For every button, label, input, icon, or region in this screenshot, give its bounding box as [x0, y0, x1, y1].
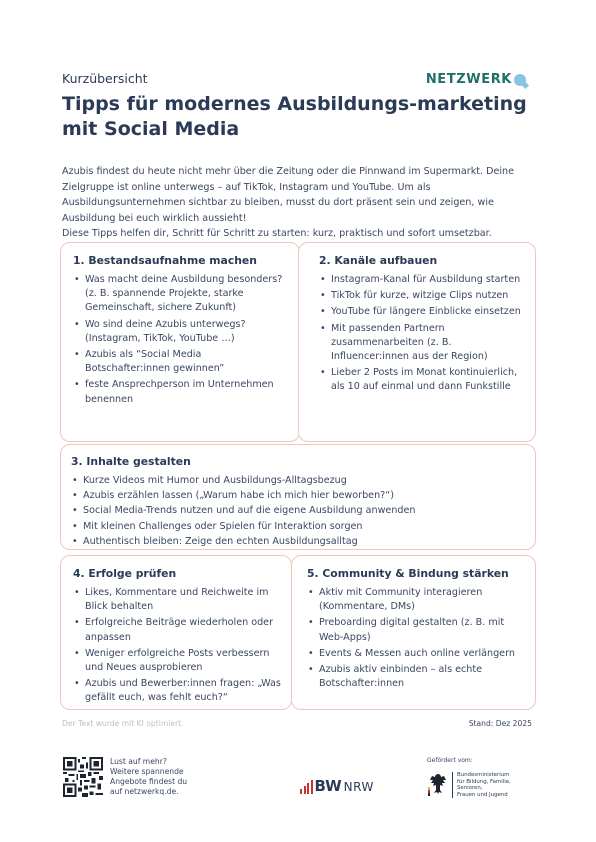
list-item: • YouTube für längere Einblicke einsetzen: [319, 305, 525, 319]
list-item: • Azubis aktiv einbinden – als echte Botschafter:innen: [307, 663, 525, 691]
bullet-list: [73, 273, 289, 407]
bullet-list: [73, 586, 281, 706]
ai-note: Der Text wurde mit KI optimiert.: [62, 719, 184, 728]
bullet-list: [307, 586, 525, 691]
bullet-list: [71, 474, 525, 549]
list-item: • Aktiv mit Community interagieren (Kommentare, DMs): [307, 586, 525, 614]
ministry-line: Frauen und Jugend: [457, 791, 508, 798]
card-title: 2. Kanäle aufbauen: [319, 254, 438, 267]
intro-text: [62, 164, 536, 242]
list-item: • Weniger erfolgreiche Posts verbessern und Neues ausprobieren: [73, 647, 281, 675]
card-title: 5. Community & Bindung stärken: [307, 567, 509, 580]
qr-code-icon[interactable]: [63, 757, 103, 797]
list-item: • Azubis und Bewerber:innen fragen: „Was gefällt euch, was fehlt euch?“: [73, 677, 281, 705]
logo-text: NETZWERK: [425, 72, 512, 87]
funder-label: Gefördert vom:: [427, 757, 473, 764]
netzwerk-logo: [426, 72, 526, 87]
bw-nrw-logo: [300, 779, 374, 794]
card-title: 3. Inhalte gestalten: [71, 455, 191, 468]
promo-text: [110, 757, 210, 797]
card-kanaele: [298, 242, 536, 442]
stand-date: Stand: Dez 2025: [468, 719, 532, 728]
list-item: • Kurze Videos mit Humor und Ausbildungs-Alltagsbezug: [71, 474, 525, 488]
intro-paragraph: Diese Tipps helfen dir, Schritt für Schritt zu starten: kurz, praktisch und sofort umsetzbar.: [62, 228, 492, 239]
card-inhalte: [60, 444, 536, 550]
list-item: • Mit passenden Partnern zusammenarbeiten (z. B. Influencer:innen aus der Region): [319, 322, 525, 365]
kicker: Kurzübersicht: [62, 71, 148, 86]
list-item: • Azubis als “Social Media Botschafter:innen gewinnen”: [73, 348, 289, 376]
intro-paragraph: Azubis findest du heute nicht mehr über die Zeitung oder die Pinnwand im Supermarkt. Deine Zielgruppe ist online unterwegs – auf TikTok, Instagram und YouTube. Um als Ausbildungsunternehmen sichtbar zu bleiben, musst du dort präsent sein und zeigen, wie Ausbildung bei euch wirklich aussieht!: [62, 166, 515, 224]
list-item: • Azubis erzählen lassen („Warum habe ich mich hier beworben?“): [71, 489, 525, 503]
list-item: • Was macht deine Ausbildung besonders? (z. B. spannende Projekte, starke Gemeinschaft, sichere Zukunft): [73, 273, 289, 316]
list-item: • feste Ansprechperson im Unternehmen benennen: [73, 378, 289, 406]
list-item: • Wo sind deine Azubis unterwegs? (Instagram, TikTok, YouTube …): [73, 318, 289, 346]
speech-bubble-icon: [514, 74, 526, 86]
list-item: • Instagram-Kanal für Ausbildung starten: [319, 273, 525, 287]
bw-logo-bold: BW: [314, 777, 342, 795]
card-title: 1. Bestandsaufnahme machen: [73, 254, 257, 267]
bar-chart-icon: [300, 780, 313, 794]
ministry-line: Bundesministerium: [457, 772, 510, 778]
bullet-list: [319, 273, 525, 395]
list-item: • Authentisch bleiben: Zeige den echten Ausbildungsalltag: [71, 535, 525, 549]
promo-line: Weitere spannende: [110, 767, 184, 776]
promo-link[interactable]: auf netzwerkq.de.: [110, 787, 179, 796]
card-community: [291, 555, 536, 710]
ministry-name: [452, 772, 537, 798]
page-title: Tipps für modernes Ausbildungs-marketing mit Social Media: [62, 93, 527, 140]
card-title: 4. Erfolge prüfen: [73, 567, 177, 580]
card-erfolge: [60, 555, 292, 710]
list-item: • Events & Messen auch online verlängern: [307, 647, 525, 661]
list-item: • Social Media-Trends nutzen und auf die eigene Ausbildung anwenden: [71, 504, 525, 518]
list-item: • Preboarding digital gestalten (z. B. mit Web-Apps): [307, 616, 525, 644]
federal-eagle-icon: [428, 772, 448, 796]
promo-line: Angebote findest du: [110, 777, 188, 786]
list-item: • TikTok für kurze, witzige Clips nutzen: [319, 289, 525, 303]
list-item: • Lieber 2 Posts im Monat kontinuierlich, als 10 auf einmal und dann Funkstille: [319, 366, 525, 394]
promo-line: Lust auf mehr?: [110, 757, 167, 766]
list-item: • Likes, Kommentare und Reichweite im Blick behalten: [73, 586, 281, 614]
list-item: • Erfolgreiche Beiträge wiederholen oder anpassen: [73, 616, 281, 644]
bw-logo-thin: NRW: [343, 780, 374, 794]
list-item: • Mit kleinen Challenges oder Spielen für Interaktion sorgen: [71, 520, 525, 534]
ministry-line: für Bildung, Familie, Senioren,: [457, 778, 511, 792]
card-bestandsaufnahme: [60, 242, 300, 442]
